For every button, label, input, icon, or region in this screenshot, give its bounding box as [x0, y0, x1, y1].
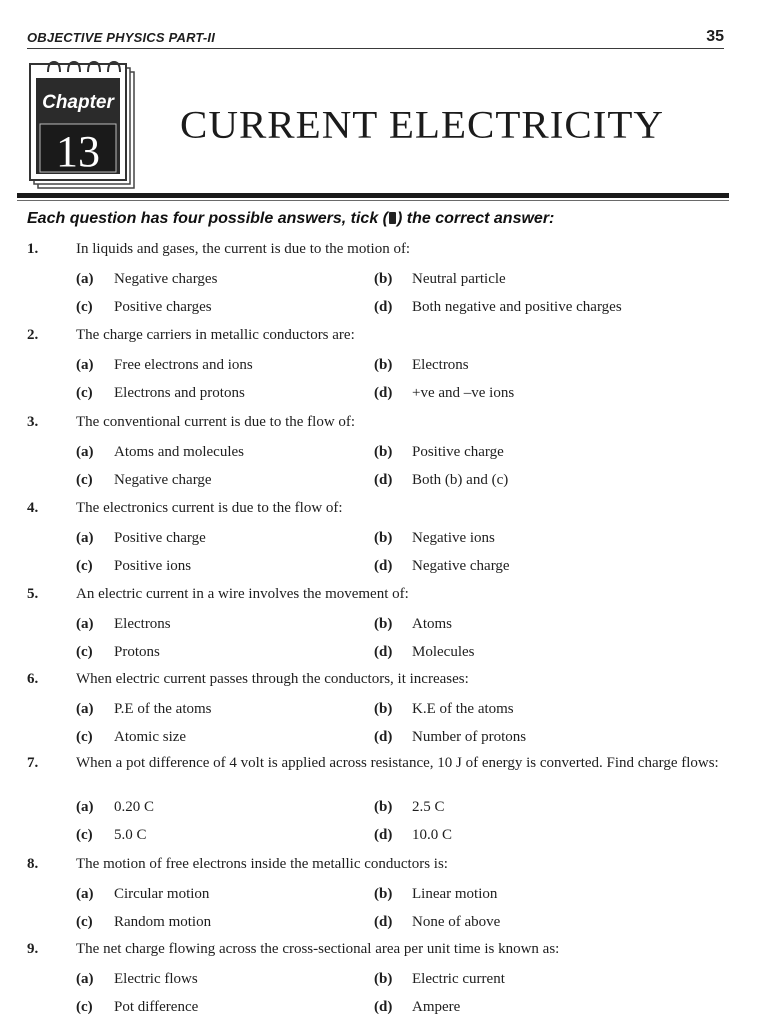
option-d[interactable] [374, 826, 452, 845]
option-text: K.E of the atoms [412, 701, 514, 717]
question-text: The conventional current is due to the flow of: [76, 414, 356, 430]
option-text: None of above [412, 914, 501, 930]
option-text: Negative charges [114, 271, 218, 287]
title-rule [17, 193, 729, 198]
option-c[interactable] [76, 826, 147, 845]
instructions-before: Each question has four possible answers, tick ( [27, 210, 388, 227]
option-text: 5.0 C [114, 827, 147, 843]
option-c[interactable] [76, 643, 160, 662]
title-rule-thin [17, 200, 729, 201]
question-text: The electronics current is due to the flow of: [76, 500, 343, 516]
page-number: 35 [706, 28, 724, 45]
option-b[interactable] [374, 885, 497, 904]
question-number: 2. [27, 327, 39, 343]
option-text: 10.0 C [412, 827, 453, 843]
question-text: In liquids and gases, the current is due to the motion of: [76, 241, 411, 257]
option-text: Ampere [412, 999, 461, 1015]
option-text: 2.5 C [412, 799, 445, 815]
option-a[interactable] [76, 529, 206, 548]
tick-icon [389, 212, 396, 224]
option-a[interactable] [76, 356, 253, 375]
option-letter: (b) [374, 271, 393, 287]
option-text: Number of protons [412, 729, 527, 745]
option-b[interactable] [374, 798, 445, 817]
option-letter: (c) [76, 729, 93, 745]
option-text: Random motion [114, 914, 212, 930]
option-text: Positive charge [412, 444, 504, 460]
option-d[interactable] [374, 643, 474, 662]
option-letter: (c) [76, 558, 93, 574]
option-letter: (c) [76, 299, 93, 315]
option-letter: (a) [76, 271, 94, 287]
option-a[interactable] [76, 270, 217, 289]
option-letter: (b) [374, 530, 393, 546]
option-letter: (d) [374, 914, 393, 930]
option-letter: (c) [76, 827, 93, 843]
option-letter: (a) [76, 971, 94, 987]
question-text: The net charge flowing across the cross-sectional area per unit time is known as: [76, 941, 560, 957]
chapter-badge [28, 52, 138, 192]
option-d[interactable] [374, 384, 514, 403]
question-number: 4. [27, 500, 39, 516]
option-a[interactable] [76, 615, 171, 634]
option-letter: (d) [374, 472, 393, 488]
option-d[interactable] [374, 557, 510, 576]
option-text: Electrons [412, 357, 469, 373]
option-letter: (d) [374, 385, 393, 401]
option-c[interactable] [76, 384, 245, 403]
question [27, 754, 724, 794]
option-text: Atoms and molecules [114, 444, 244, 460]
option-letter: (b) [374, 357, 393, 373]
question-number: 5. [27, 586, 39, 602]
option-text: +ve and –ve ions [412, 385, 515, 401]
option-b[interactable] [374, 970, 505, 989]
option-letter: (c) [76, 999, 93, 1015]
option-a[interactable] [76, 885, 209, 904]
option-text: Molecules [412, 644, 475, 660]
option-c[interactable] [76, 998, 198, 1017]
question-number: 1. [27, 241, 39, 257]
option-text: Electric flows [114, 971, 198, 987]
option-a[interactable] [76, 970, 198, 989]
chapter-title: CURRENT ELECTRICITY [180, 102, 665, 146]
running-header [27, 28, 724, 49]
option-text: Neutral particle [412, 271, 506, 287]
option-letter: (a) [76, 701, 94, 717]
option-d[interactable] [374, 471, 508, 490]
option-letter: (a) [76, 616, 94, 632]
option-text: P.E of the atoms [114, 701, 212, 717]
option-text: Positive charge [114, 530, 206, 546]
option-text: Free electrons and ions [114, 357, 253, 373]
question-text: An electric current in a wire involves the movement of: [76, 586, 409, 602]
option-letter: (b) [374, 971, 393, 987]
option-a[interactable] [76, 443, 244, 462]
option-letter: (c) [76, 472, 93, 488]
option-letter: (c) [76, 914, 93, 930]
option-letter: (d) [374, 827, 393, 843]
option-text: 0.20 C [114, 799, 155, 815]
question-text: The charge carriers in metallic conductors are: [76, 327, 355, 343]
option-text: Pot difference [114, 999, 199, 1015]
option-b[interactable] [374, 700, 514, 719]
option-letter: (d) [374, 999, 393, 1015]
option-c[interactable] [76, 913, 211, 932]
option-letter: (c) [76, 644, 93, 660]
question-number: 8. [27, 856, 39, 872]
instructions [27, 210, 554, 228]
option-text: Negative charge [114, 472, 212, 488]
option-text: Electrons and protons [114, 385, 245, 401]
option-letter: (d) [374, 558, 393, 574]
option-c[interactable] [76, 728, 186, 747]
question-number: 3. [27, 414, 39, 430]
book-title: OBJECTIVE PHYSICS PART-II [27, 30, 216, 45]
chapter-badge-word: Chapter [42, 92, 114, 113]
chapter-badge-number: 13 [56, 127, 100, 176]
option-text: Electric current [412, 971, 505, 987]
option-text: Protons [114, 644, 160, 660]
option-letter: (a) [76, 886, 94, 902]
option-text: Positive charges [114, 299, 212, 315]
option-text: Atomic size [114, 729, 187, 745]
option-d[interactable] [374, 913, 500, 932]
question-text: When electric current passes through the conductors, it increases: [76, 671, 469, 687]
question-number: 6. [27, 671, 39, 687]
option-text: Linear motion [412, 886, 498, 902]
option-a[interactable] [76, 798, 154, 817]
option-text: Both (b) and (c) [412, 472, 509, 488]
option-d[interactable] [374, 298, 622, 317]
option-d[interactable] [374, 728, 526, 747]
option-d[interactable] [374, 998, 460, 1017]
option-letter: (d) [374, 299, 393, 315]
option-letter: (a) [76, 444, 94, 460]
option-letter: (c) [76, 385, 93, 401]
option-c[interactable] [76, 471, 212, 490]
option-b[interactable] [374, 443, 504, 462]
option-letter: (b) [374, 444, 393, 460]
option-letter: (b) [374, 886, 393, 902]
option-text: Atoms [412, 616, 453, 632]
option-letter: (d) [374, 729, 393, 745]
option-a[interactable] [76, 700, 212, 719]
option-letter: (a) [76, 799, 94, 815]
question-number: 7. [27, 755, 39, 771]
option-c[interactable] [76, 298, 212, 317]
instructions-after: ) the correct answer: [396, 210, 555, 227]
option-c[interactable] [76, 557, 191, 576]
option-letter: (b) [374, 616, 393, 632]
option-text: Electrons [114, 616, 171, 632]
option-letter: (a) [76, 357, 94, 373]
option-text: Negative ions [412, 530, 495, 546]
option-b[interactable] [374, 356, 469, 375]
option-text: Both negative and positive charges [412, 299, 622, 315]
option-letter: (b) [374, 701, 393, 717]
option-letter: (d) [374, 644, 393, 660]
option-b[interactable] [374, 270, 506, 289]
question-text: The motion of free electrons inside the metallic conductors is: [76, 856, 448, 872]
option-text: Positive ions [114, 558, 192, 574]
option-text: Negative charge [412, 558, 510, 574]
option-b[interactable] [374, 615, 452, 634]
option-text: Circular motion [114, 886, 210, 902]
question-text: When a pot difference of 4 volt is applied across resistance, 10 J of energy is converted. Find charge flows: [76, 755, 719, 771]
option-letter: (b) [374, 799, 393, 815]
option-b[interactable] [374, 529, 495, 548]
option-letter: (a) [76, 530, 94, 546]
question-number: 9. [27, 941, 39, 957]
